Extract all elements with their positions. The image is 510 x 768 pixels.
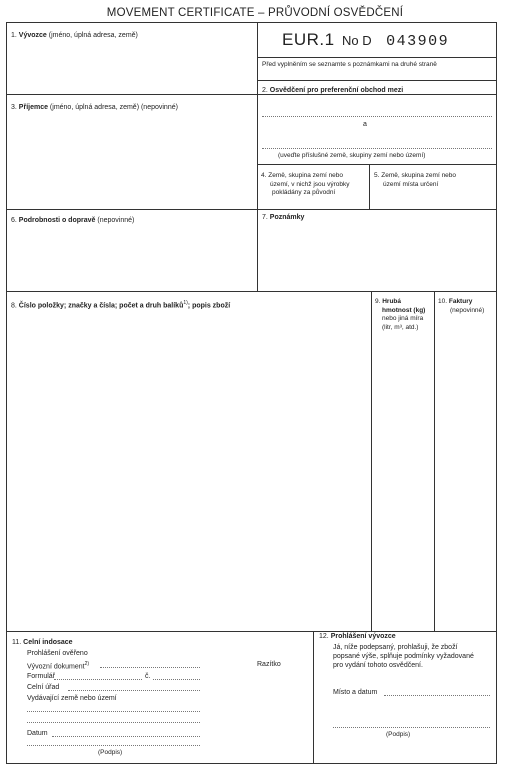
rule (257, 164, 497, 165)
header-note: Před vyplněním se seznamte s poznámkami na druhé straně (262, 61, 437, 68)
certificate-number-line (282, 30, 449, 50)
box2-and: a (363, 121, 367, 128)
box12-declaration: Já, níže podepsaný, prohlašuji, že zboží popsané výše, splňuje podmínky vyžadované pro vydání tohoto osvědčení. (333, 644, 474, 669)
dotted-line (262, 148, 492, 149)
certificate-number: 043909 (386, 33, 450, 50)
box10-label: 10. Faktury (nepovinné) (438, 298, 485, 314)
dotted-line (68, 690, 200, 691)
box4-label: 4. Země, skupina zemí nebo území, v nichž jsou výrobky pokládány za původní (261, 172, 350, 196)
box11-line-office: Celní úřad (27, 684, 60, 691)
box11-date: Datum (27, 730, 48, 737)
dotted-line (384, 695, 490, 696)
dotted-line (262, 116, 492, 117)
dotted-line (27, 722, 200, 723)
box11-line-country: Vydávající země nebo území (27, 695, 117, 702)
rule (257, 80, 497, 81)
rule (313, 631, 314, 764)
box2-label: 2. Osvědčení pro preferenční obchod mezi (262, 87, 404, 94)
dotted-line (52, 736, 200, 737)
box11-stamp: Razítko (257, 661, 281, 668)
box1-label: 1. Vývozce (jméno, úplná adresa, země) (11, 32, 138, 39)
dotted-line (27, 711, 200, 712)
number-prefix: No D (342, 33, 372, 48)
rule (6, 94, 497, 95)
box12-label: 12. Prohlášení vývozce (319, 633, 396, 640)
rule (6, 631, 497, 632)
rule (369, 164, 370, 209)
box6-label: 6. Podrobnosti o dopravě (nepovinné) (11, 217, 135, 224)
form-title: MOVEMENT CERTIFICATE – PRŮVODNÍ OSVĚDČENÍ (106, 7, 404, 19)
box7-label: 7. Poznámky (262, 214, 305, 221)
rule (434, 291, 435, 631)
dotted-line (27, 745, 200, 746)
box2-note: (uveďte příslušné země, skupiny zemí nebo území) (278, 152, 426, 159)
rule (6, 209, 497, 210)
dotted-line (100, 667, 200, 668)
box12-place-date: Místo a datum (333, 689, 378, 696)
box5-label: 5. Země, skupina zemí nebo území místa určení (374, 172, 457, 188)
box11-line-verified: Prohlášení ověřeno (27, 650, 88, 657)
box11-label: 11. Celní indosace (12, 639, 73, 646)
rule (371, 291, 372, 631)
box9-label: 9. Hrubá hmotnost (kg) nebo jiná míra (litr, m³, atd.) (375, 298, 426, 331)
rule (257, 22, 258, 291)
box11-line-form: Formulář (27, 673, 56, 680)
dotted-line (54, 679, 142, 680)
box11-form-no: č. (145, 673, 151, 680)
box3-label: 3. Příjemce (jméno, úplná adresa, země) (nepovinné) (11, 104, 178, 111)
box8-label: 8. Číslo položky; značky a čísla; počet a druh balíků$^{1)}$; popis zboží (11, 300, 231, 310)
rule (257, 57, 497, 58)
dotted-line (333, 727, 490, 728)
box12-signature: (Podpis) (386, 731, 411, 738)
box11-signature: (Podpis) (98, 749, 123, 756)
box11-line-export-doc: Vývozní dokument$^{2)}$ (27, 661, 90, 671)
dotted-line (153, 679, 200, 680)
rule (6, 291, 497, 292)
eur-label: EUR.1 (282, 30, 335, 49)
